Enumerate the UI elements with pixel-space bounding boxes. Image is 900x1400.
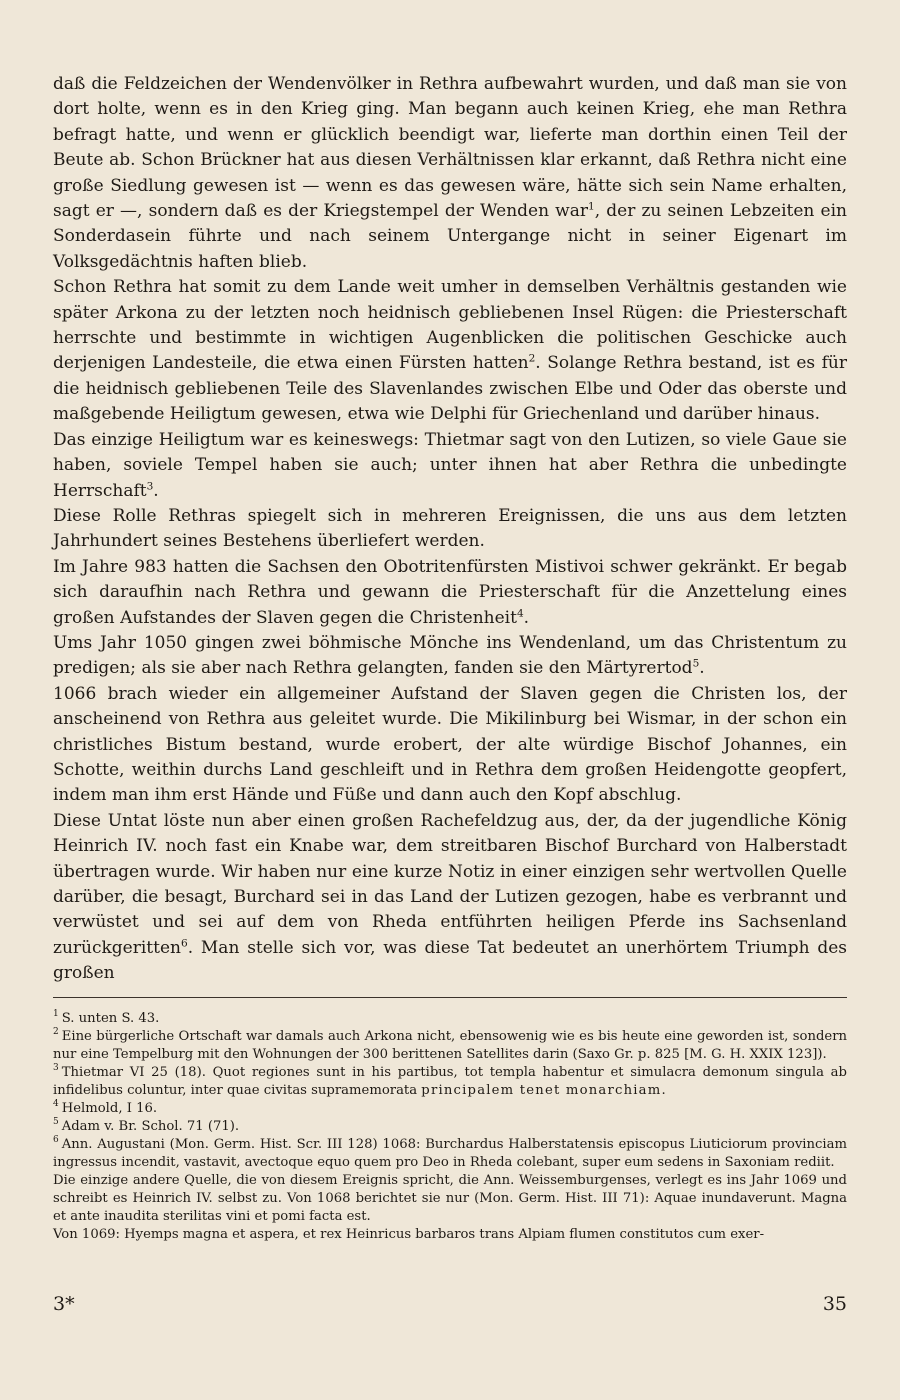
footnote-divider (53, 997, 847, 998)
footnote-5: $^5$ Adam v. Br. Schol. 71 (71). (53, 1117, 240, 1134)
footnote-6-continued-2: Von 1069: Hyemps magna et aspera, et rex Heinricus barbaros trans Alpiam flumen constitutos cum exer- (53, 1226, 765, 1242)
footnote-ref-5[interactable]: 5 (692, 657, 700, 670)
footnote-4: $^4$ Helmold, I 16. (53, 1099, 158, 1116)
footnote-ref-6[interactable]: 6 (180, 937, 188, 950)
spaced-emphasis: principalem tenet monarchiam (421, 1082, 662, 1098)
footnote-3: $^3$ Thietmar VI 25 (18). Quot regiones sunt in his partibus, tot templa habentur et simulacra demonum singula ab infidelibus coluntur, inter quae civitas supramemorata principalem tenet monarchiam. (53, 1063, 847, 1098)
paragraph-8: Diese Untat löste nun aber einen großen Rachefeldzug aus, der, da der jugendliche König Heinrich IV. noch fast ein Knabe war, dem streitbaren Bischof Burchard von Halberstadt übertragen wurde. Wir haben nur eine kurze Notiz in einer einzigen sehr wertvollen Quelle darüber, die besagt, Burchard sei in das Land der Lutizen gezogen, habe es verbrannt und verwüstet und sei auf dem von Rheda entführten heiligen Pferde ins Sachsenland zurückgeritten$^6$. Man stelle sich vor, was diese Tat bedeutet an unerhörtem Triumph des großen (53, 810, 847, 984)
footnote-number: 1 (53, 1009, 59, 1020)
footnote-ref-2[interactable]: 2 (528, 352, 536, 365)
footnote-number: 4 (53, 1099, 59, 1110)
footnote-6: $^6$ Ann. Augustani (Mon. Germ. Hist. Scr. III 128) 1068: Burchardus Halberstatensis episcopus Liuticiorum provinciam ingressus incendit, vastavit, avectoque equo quem pro Deo in Rheda colebant, super eum sedens in Saxoniam rediit. (53, 1135, 847, 1170)
paragraph-2: Schon Rethra hat somit zu dem Lande weit umher in demselben Verhältnis gestanden wie später Arkona zu der letzten noch heidnisch gebliebenen Insel Rügen: die Priesterschaft herrschte und bestimmte in wichtigen Augenblicken die politischen Geschicke auch derjenigen Landesteile, die etwa einen Fürsten hatten$^2$. Solange Rethra bestand, ist es für die heidnisch gebliebenen Teile des Slavenlandes zwischen Elbe und Oder das oberste und maßgebende Heiligtum gewesen, etwa wie Delphi für Griechenland und darüber hinaus. (53, 277, 847, 425)
footnote-2: $^2$ Eine bürgerliche Ortschaft war damals auch Arkona nicht, ebensowenig wie es bis heute eine geworden ist, sondern nur eine Tempelburg mit den Wohnungen der 300 berittenen Satellites darin (Saxo Gr. p. 825 [M. G. H. XXIX 123]). (53, 1027, 847, 1062)
footnote-number: 5 (53, 1117, 59, 1128)
paragraph-7: 1066 brach wieder ein allgemeiner Aufstand der Slaven gegen die Christen los, der anscheinend von Rethra aus geleitet wurde. Die Mikilinburg bei Wismar, in der schon ein christliches Bistum bestand, wurde erobert, der alte würdige Bischof Johannes, ein Schotte, weithin durchs Land geschleift und in Rethra dem großen Heidengotte geopfert, indem man ihm erst Hände und Füße und dann auch den Kopf abschlug. (53, 683, 847, 806)
footnote-number: 3 (53, 1063, 59, 1074)
footnote-number: 2 (53, 1027, 59, 1038)
footnote-number: 6 (53, 1135, 59, 1146)
main-text (53, 72, 847, 987)
paragraph-1: daß die Feldzeichen der Wendenvölker in Rethra aufbewahrt wurden, und daß man sie von dort holte, wenn es in den Krieg ging. Man begann auch keinen Krieg, ehe man Rethra befragt hatte, und wenn er glücklich beendigt war, lieferte man dorthin einen Teil der Beute ab. Schon Brückner hat aus diesen Verhältnissen klar erkannt, daß Rethra nicht eine große Siedlung gewesen ist — wenn es das gewesen wäre, hätte sich sein Name erhalten, sagt er —, sondern daß es der Kriegstempel der Wenden war$^1$, der zu seinen Lebzeiten ein Sonderdasein führte und nach seinem Untergange nicht in seiner Eigenart im Volksgedächtnis haften blieb. (53, 74, 847, 272)
footnote-ref-1[interactable]: 1 (588, 200, 595, 213)
footnote-6-continued: Die einzige andere Quelle, die von diesem Ereignis spricht, die Ann. Weissemburgenses, verlegt es ins Jahr 1069 und schreibt es Heinrich IV. selbst zu. Von 1068 berichtet sie nur (Mon. Germ. Hist. III 71): Aquae inundaverunt. Magna et ante inaudita sterilitas vini et pomi facta est. (53, 1172, 847, 1224)
footnotes (53, 1010, 847, 1244)
paragraph-6: Ums Jahr 1050 gingen zwei böhmische Mönche ins Wendenland, um das Christentum zu predigen; als sie aber nach Rethra gelangten, fanden sie den Märtyrertod$^5$. (53, 632, 847, 679)
paragraph-5: Im Jahre 983 hatten die Sachsen den Obotritenfürsten Mistivoi schwer gekränkt. Er begab sich daraufhin nach Rethra und gewann die Priesterschaft für die Anzettelung eines großen Aufstandes der Slaven gegen die Christenheit$^4$. (53, 556, 847, 628)
paragraph-4: Diese Rolle Rethras spiegelt sich in mehreren Ereignissen, die uns aus dem letzten Jahrhundert seines Bestehens überliefert werden. (53, 505, 847, 552)
footnote-1: $^1$ S. unten S. 43. (53, 1009, 160, 1026)
signature-mark: 3* (53, 1293, 75, 1315)
paragraph-3: Das einzige Heiligtum war es keineswegs: Thietmar sagt von den Lutizen, so viele Gaue sie haben, soviele Tempel haben sie auch; unter ihnen hat aber Rethra die unbedingte Herrschaft$^3$. (53, 429, 847, 501)
footnote-ref-4[interactable]: 4 (516, 606, 524, 619)
page-number: 35 (822, 1293, 847, 1315)
footnote-ref-3[interactable]: 3 (146, 479, 154, 492)
